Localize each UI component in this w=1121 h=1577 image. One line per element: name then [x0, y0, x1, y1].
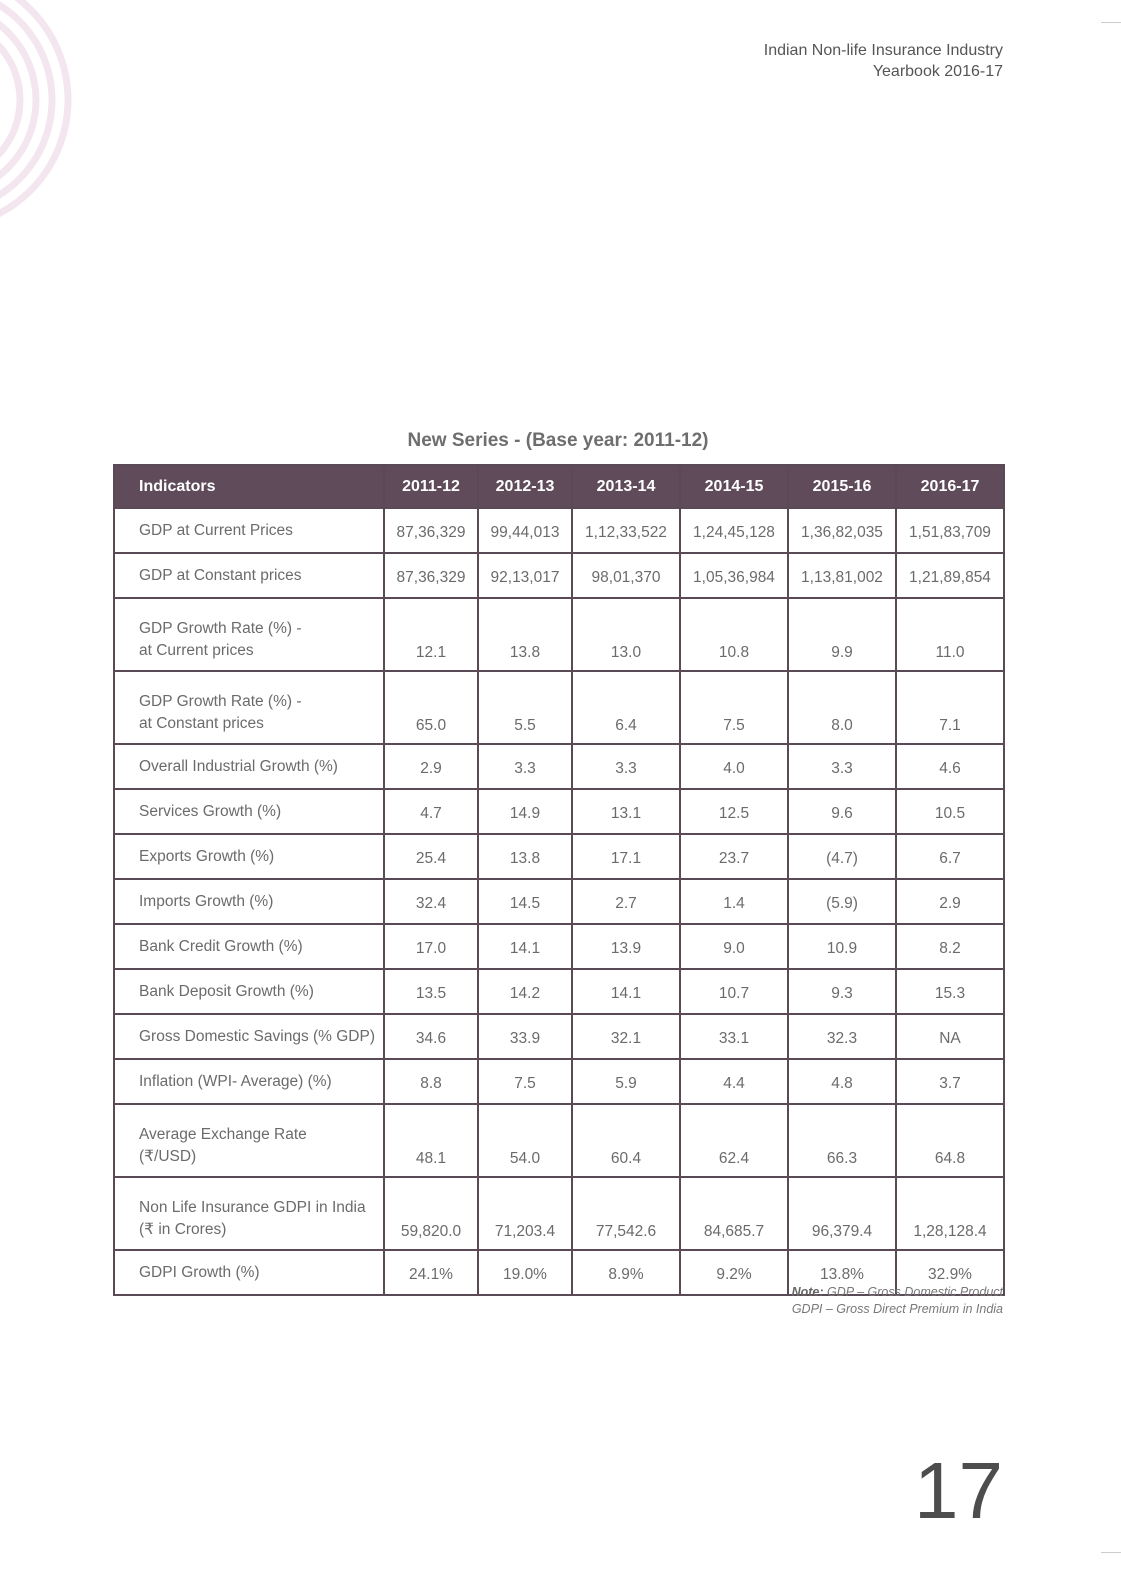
column-header-indicators: Indicators	[114, 465, 384, 508]
table-cell: 59,820.0	[384, 1177, 478, 1250]
header-line-1: Indian Non-life Insurance Industry	[763, 42, 1003, 59]
row-label	[114, 598, 384, 671]
table-cell: 96,379.4	[788, 1177, 896, 1250]
table-cell: 2.9	[896, 879, 1004, 924]
table-title: New Series - (Base year: 2011-12)	[407, 430, 709, 451]
table-cell: 14.2	[478, 969, 572, 1014]
note-line-1: GDP – Gross Domestic Product	[827, 1285, 1003, 1299]
table-cell: 7.5	[680, 671, 788, 744]
table-cell: 12.5	[680, 789, 788, 834]
table-row	[114, 789, 1004, 834]
table-cell: (5.9)	[788, 879, 896, 924]
table-cell: 1,24,45,128	[680, 508, 788, 553]
row-label-line: GDP Growth Rate (%) -	[139, 693, 302, 710]
row-label-line: Services Growth (%)	[139, 803, 282, 820]
table-cell: 84,685.7	[680, 1177, 788, 1250]
table-cell: 32.9%	[896, 1250, 1004, 1295]
table-cell: 1,36,82,035	[788, 508, 896, 553]
table-row	[114, 598, 1004, 671]
note-line-2: GDPI – Gross Direct Premium in India	[791, 1302, 1003, 1316]
row-label-line: Inflation (WPI- Average) (%)	[139, 1073, 332, 1090]
table-cell: 4.0	[680, 744, 788, 789]
table-cell: 17.0	[384, 924, 478, 969]
table-cell: 1,51,83,709	[896, 508, 1004, 553]
table-cell: 34.6	[384, 1014, 478, 1059]
table-cell: 9.6	[788, 789, 896, 834]
table-cell: 87,36,329	[384, 508, 478, 553]
table-cell: 2.9	[384, 744, 478, 789]
row-label-line: Average Exchange Rate	[139, 1126, 307, 1143]
table-cell: 64.8	[896, 1104, 1004, 1177]
table-cell: 33.1	[680, 1014, 788, 1059]
row-label-line: Non Life Insurance GDPI in India	[139, 1199, 366, 1216]
table-cell: 1,21,89,854	[896, 553, 1004, 598]
table-cell: 32.1	[572, 1014, 680, 1059]
page-number: 17	[914, 1446, 1003, 1535]
table-row	[114, 924, 1004, 969]
table-cell: 7.5	[478, 1059, 572, 1104]
table-cell: 3.3	[788, 744, 896, 789]
table-cell: 66.3	[788, 1104, 896, 1177]
table-cell: 32.3	[788, 1014, 896, 1059]
table-cell: 54.0	[478, 1104, 572, 1177]
row-label-line: Imports Growth (%)	[139, 893, 274, 910]
table-cell: 14.9	[478, 789, 572, 834]
table-cell: 4.4	[680, 1059, 788, 1104]
table-row	[114, 1104, 1004, 1177]
column-header-2014-15: 2014-15	[680, 465, 788, 508]
table-cell: 8.8	[384, 1059, 478, 1104]
table-cell: 9.0	[680, 924, 788, 969]
page-header	[764, 40, 1003, 82]
table-cell: 3.3	[478, 744, 572, 789]
table-cell: 19.0%	[478, 1250, 572, 1295]
table-cell: 17.1	[572, 834, 680, 879]
table-row	[114, 671, 1004, 744]
footnote	[792, 1284, 1003, 1318]
row-label-line: GDP Growth Rate (%) -	[139, 620, 302, 637]
table-row	[114, 834, 1004, 879]
table-cell: 13.8%	[788, 1250, 896, 1295]
row-label	[114, 744, 384, 789]
row-label-line: Bank Credit Growth (%)	[139, 938, 303, 955]
table-cell: 71,203.4	[478, 1177, 572, 1250]
row-label-line: GDPI Growth (%)	[139, 1264, 260, 1281]
table-cell: 9.9	[788, 598, 896, 671]
row-label	[114, 1059, 384, 1104]
table-row	[114, 969, 1004, 1014]
table-cell: 92,13,017	[478, 553, 572, 598]
table-cell: 13.0	[572, 598, 680, 671]
table-cell: 1,05,36,984	[680, 553, 788, 598]
table-cell: 33.9	[478, 1014, 572, 1059]
table-cell: 6.7	[896, 834, 1004, 879]
table-cell: 13.5	[384, 969, 478, 1014]
table-cell: 11.0	[896, 598, 1004, 671]
row-label	[114, 1104, 384, 1177]
table-cell: 24.1%	[384, 1250, 478, 1295]
table-cell: 1,28,128.4	[896, 1177, 1004, 1250]
table-cell: 98,01,370	[572, 553, 680, 598]
table-cell: 14.1	[478, 924, 572, 969]
table-cell: 14.1	[572, 969, 680, 1014]
table-row	[114, 879, 1004, 924]
table-cell: 77,542.6	[572, 1177, 680, 1250]
row-label	[114, 508, 384, 553]
column-header-2013-14: 2013-14	[572, 465, 680, 508]
table-cell: 2.7	[572, 879, 680, 924]
indicators-table	[113, 464, 1005, 1296]
table-cell: 10.8	[680, 598, 788, 671]
table-cell: 6.4	[572, 671, 680, 744]
column-header-2011-12: 2011-12	[384, 465, 478, 508]
row-label-line: GDP at Current Prices	[139, 522, 293, 539]
table-cell: 13.8	[478, 834, 572, 879]
table-cell: 8.9%	[572, 1250, 680, 1295]
row-label-line: at Constant prices	[139, 715, 264, 732]
table-cell: 8.2	[896, 924, 1004, 969]
row-label-line: Exports Growth (%)	[139, 848, 275, 865]
table-cell: 10.9	[788, 924, 896, 969]
table-cell: 9.3	[788, 969, 896, 1014]
table-cell: 4.6	[896, 744, 1004, 789]
table-cell: 65.0	[384, 671, 478, 744]
table-cell: 8.0	[788, 671, 896, 744]
table-cell: 13.9	[572, 924, 680, 969]
row-label	[114, 879, 384, 924]
table-cell: 99,44,013	[478, 508, 572, 553]
table-cell: 62.4	[680, 1104, 788, 1177]
table-cell: 4.8	[788, 1059, 896, 1104]
table-row	[114, 508, 1004, 553]
row-label	[114, 924, 384, 969]
table-cell: 7.1	[896, 671, 1004, 744]
table-cell: 1.4	[680, 879, 788, 924]
column-header-2012-13: 2012-13	[478, 465, 572, 508]
column-header-2016-17: 2016-17	[896, 465, 1004, 508]
row-label	[114, 789, 384, 834]
row-label	[114, 834, 384, 879]
row-label-line: at Current prices	[139, 642, 254, 659]
table-cell: 23.7	[680, 834, 788, 879]
row-label-line: (₹ in Crores)	[139, 1221, 227, 1238]
table-cell: 10.5	[896, 789, 1004, 834]
row-label	[114, 671, 384, 744]
table-cell: 87,36,329	[384, 553, 478, 598]
row-label	[114, 1250, 384, 1295]
table-row	[114, 1014, 1004, 1059]
table-cell: (4.7)	[788, 834, 896, 879]
table-cell: 13.1	[572, 789, 680, 834]
table-header-row	[114, 465, 1004, 508]
table-cell: 4.7	[384, 789, 478, 834]
row-label	[114, 969, 384, 1014]
table-row	[114, 1177, 1004, 1250]
table-cell: 60.4	[572, 1104, 680, 1177]
header-line-2: Yearbook 2016-17	[872, 63, 1003, 80]
note-prefix: Note:	[791, 1285, 824, 1299]
row-label	[114, 553, 384, 598]
column-header-2015-16: 2015-16	[788, 465, 896, 508]
corner-mark-top	[1101, 22, 1121, 23]
table-row	[114, 744, 1004, 789]
row-label	[114, 1177, 384, 1250]
table-cell: 48.1	[384, 1104, 478, 1177]
table-cell: 5.5	[478, 671, 572, 744]
row-label-line: Gross Domestic Savings (% GDP)	[139, 1028, 375, 1045]
table-cell: 14.5	[478, 879, 572, 924]
table-cell: NA	[896, 1014, 1004, 1059]
table-cell: 10.7	[680, 969, 788, 1014]
table-cell: 32.4	[384, 879, 478, 924]
table-cell: 1,13,81,002	[788, 553, 896, 598]
row-label-line: GDP at Constant prices	[139, 567, 302, 584]
table-cell: 3.3	[572, 744, 680, 789]
table-cell: 15.3	[896, 969, 1004, 1014]
table-cell: 5.9	[572, 1059, 680, 1104]
table-cell: 12.1	[384, 598, 478, 671]
row-label-line: Overall Industrial Growth (%)	[139, 758, 338, 775]
table-cell: 13.8	[478, 598, 572, 671]
row-label-line: (₹/USD)	[139, 1148, 197, 1165]
table-cell: 9.2%	[680, 1250, 788, 1295]
row-label	[114, 1014, 384, 1059]
table-row	[114, 1059, 1004, 1104]
corner-mark-bottom	[1101, 1552, 1121, 1553]
table-cell: 1,12,33,522	[572, 508, 680, 553]
table-row	[114, 553, 1004, 598]
table-cell: 3.7	[896, 1059, 1004, 1104]
concentric-arcs-icon	[0, 0, 80, 240]
table-cell: 25.4	[384, 834, 478, 879]
row-label-line: Bank Deposit Growth (%)	[139, 983, 314, 1000]
